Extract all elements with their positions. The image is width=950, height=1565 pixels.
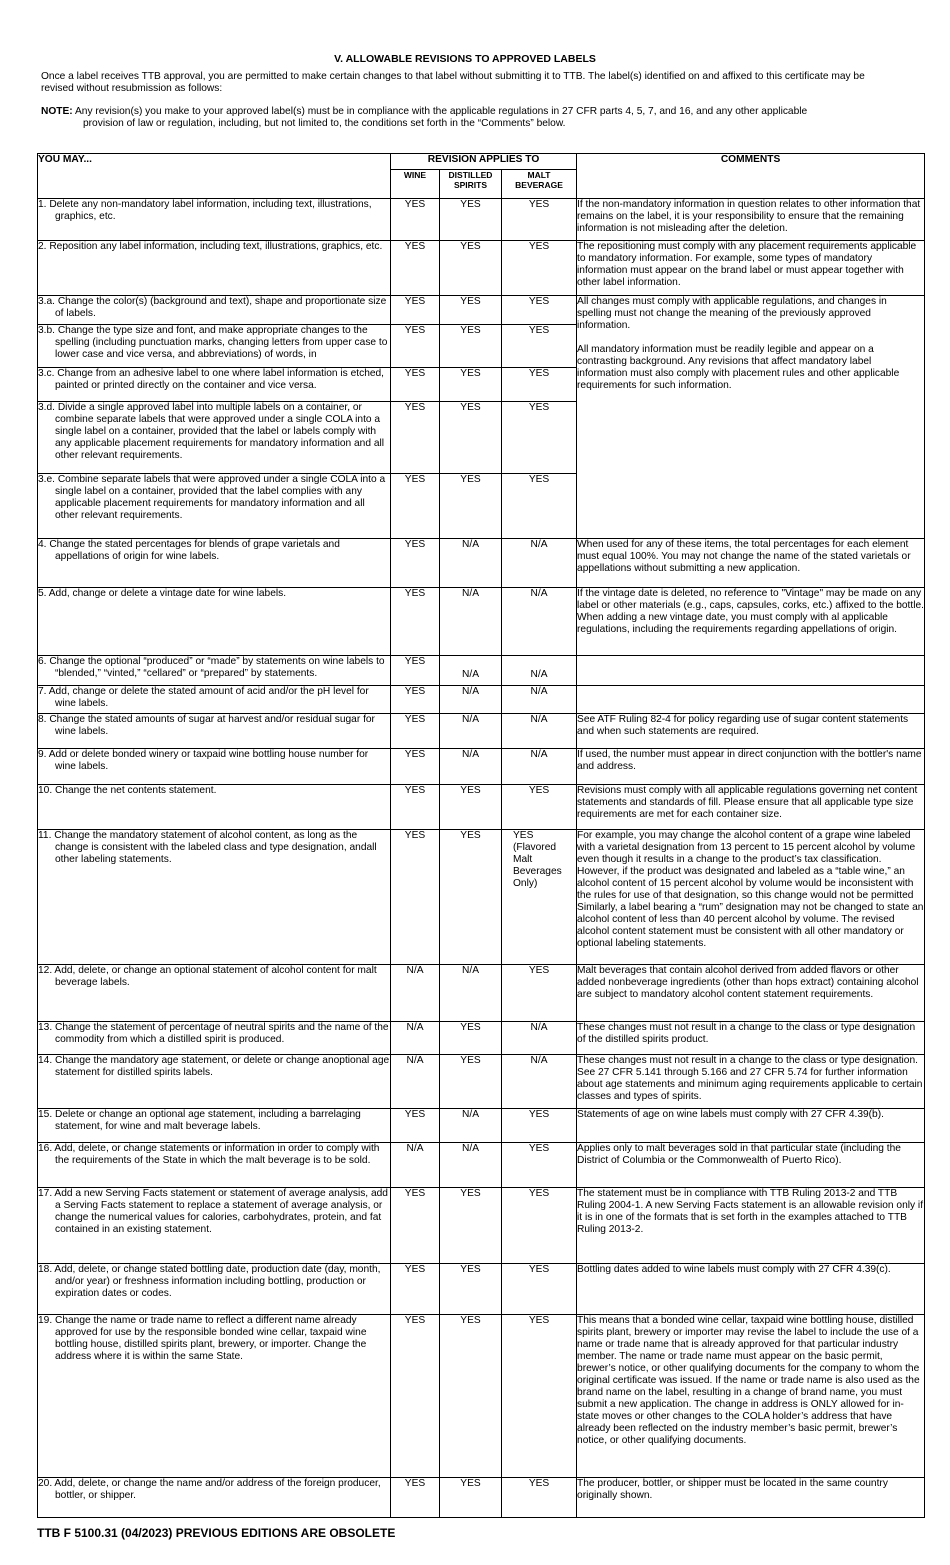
you-may-cell <box>38 1188 391 1264</box>
you-may-text: 3.e. Combine separate labels that were approved under a single COLA into a single label on a container, provided that the label complies with any applicable placement requirements for mandatory information and all other relevant requirements. <box>38 474 386 521</box>
table-row <box>38 965 925 1022</box>
table-row <box>38 1315 925 1478</box>
note-label: NOTE: <box>41 106 73 117</box>
section-title: V. ALLOWABLE REVISIONS TO APPROVED LABELS <box>334 53 596 65</box>
wine-cell: YES <box>391 368 440 402</box>
distilled-spirits-cell: YES <box>440 830 502 965</box>
malt-beverage-cell: YES <box>502 241 577 296</box>
you-may-cell <box>38 785 391 830</box>
table-row <box>38 830 925 965</box>
comment-cell: The producer, bottler, or shipper must be located in the same country originally shown. <box>577 1478 925 1518</box>
distilled-spirits-cell: YES <box>440 1478 502 1518</box>
distilled-spirits-cell: N/A <box>440 539 502 588</box>
wine-cell: YES <box>391 1188 440 1264</box>
table-row <box>38 1022 925 1055</box>
table-row <box>38 199 925 241</box>
wine-cell: YES <box>391 474 440 539</box>
you-may-text: 14. Change the mandatory age statement, or delete or change anoptional age statement for distilled spirits labels. <box>38 1055 390 1078</box>
distilled-spirits-cell: YES <box>440 1188 502 1264</box>
you-may-cell <box>38 296 391 325</box>
wine-cell: YES <box>391 1315 440 1478</box>
malt-beverage-cell: YES <box>502 402 577 474</box>
table-row <box>38 785 925 830</box>
malt-beverage-cell: YES <box>502 1143 577 1188</box>
wine-cell: YES <box>391 296 440 325</box>
comment-cell <box>577 656 925 686</box>
distilled-spirits-cell: YES <box>440 368 502 402</box>
comment-cell <box>577 686 925 714</box>
malt-beverage-cell: YES <box>502 1315 577 1478</box>
distilled-spirits-cell: N/A <box>440 965 502 1022</box>
malt-beverage-cell: YES <box>502 296 577 325</box>
note-paragraph <box>41 106 891 130</box>
header-comments: COMMENTS <box>577 154 925 199</box>
malt-beverage-cell: N/A <box>502 1055 577 1109</box>
malt-beverage-cell: N/A <box>502 588 577 656</box>
comment-paragraph: Similarly, a label bearing a “rum” designation may not be changed to state an alcohol content of less than 40 percent alcohol by volume. The revised alcohol content statement must be consistent with all other mandatory or optional labeling statements. <box>577 902 924 949</box>
wine-cell: YES <box>391 656 440 686</box>
you-may-text: 3.d. Divide a single approved label into multiple labels on a container, or combine separate labels that were approved under a single COLA into a single label on a container, provided that the label or labels comply with any applicable placement requirements for mandatory information and all other relevant requirements. <box>38 402 385 461</box>
you-may-cell <box>38 199 391 241</box>
comment-cell: If the vintage date is deleted, no reference to "Vintage" may be made on any label or other materials (e.g., caps, capsules, corks, etc.) affixed to the bottle. When adding a new vintage date, you must comply with al applicable regulations, including the requirements regarding appellations of origin. <box>577 588 925 656</box>
you-may-cell <box>38 686 391 714</box>
malt-beverage-cell: N/A <box>502 539 577 588</box>
malt-beverage-cell: YES <box>502 325 577 368</box>
malt-beverage-cell: N/A <box>502 1022 577 1055</box>
distilled-spirits-cell: N/A <box>440 656 502 686</box>
table-row <box>38 588 925 656</box>
distilled-spirits-cell: YES <box>440 1315 502 1478</box>
distilled-spirits-cell: YES <box>440 474 502 539</box>
you-may-cell <box>38 1143 391 1188</box>
you-may-cell <box>38 402 391 474</box>
you-may-text: 1. Delete any non-mandatory label information, including text, illustrations, graphics, etc. <box>38 199 372 222</box>
table-row <box>38 296 925 325</box>
comment-paragraph: For example, you may change the alcohol content of a grape wine labeled with a varietal designation from 13 percent to 15 percent alcohol by volume even though it results in a change to the product’s tax classification. However, if the product was designated and labeled as a “table wine,” an alcohol content of 15 percent alcohol by volume would be inconsistent with the rules for use of that designation, so this change would not be permitted <box>577 830 916 901</box>
comment-cell: These changes must not result in a change to the class or type designation. See 27 CFR 5.141 through 5.166 and 27 CFR 5.74 for further information about age statements and minimum aging requirements applicable to certain classes and types of spirits. <box>577 1055 925 1109</box>
distilled-spirits-cell: N/A <box>440 1143 502 1188</box>
you-may-cell <box>38 714 391 749</box>
comment-cell: See ATF Ruling 82-4 for policy regarding use of sugar content statements and when such statements are required. <box>577 714 925 749</box>
you-may-text: 3.c. Change from an adhesive label to one where label information is etched, painted or printed directly on the container and vice versa. <box>38 368 385 391</box>
wine-cell: YES <box>391 588 440 656</box>
you-may-cell <box>38 368 391 402</box>
comment-cell: The statement must be in compliance with TTB Ruling 2013-2 and TTB Ruling 2004-1. A new Serving Facts statement is an allowable revision only if it is in one of the formats that is set forth in the examples attached to TTB Ruling 2013-2. <box>577 1188 925 1264</box>
malt-beverage-cell: N/A <box>502 749 577 785</box>
wine-cell: YES <box>391 1109 440 1143</box>
wine-cell: YES <box>391 749 440 785</box>
wine-cell: YES <box>391 199 440 241</box>
header-malt-beverage <box>502 170 577 199</box>
distilled-spirits-cell: N/A <box>440 686 502 714</box>
comment-cell <box>577 296 925 539</box>
table-row <box>38 686 925 714</box>
distilled-spirits-cell: N/A <box>440 1109 502 1143</box>
malt-beverage-cell: YES <box>502 1478 577 1518</box>
you-may-text: 3.a. Change the color(s) (background and text), shape and proportionate size of labels. <box>38 296 387 319</box>
wine-cell: YES <box>391 325 440 368</box>
you-may-cell <box>38 1315 391 1478</box>
table-row <box>38 1264 925 1315</box>
comment-cell <box>577 830 925 965</box>
malt-beverage-cell: YES (Flavored Malt Beverages Only) <box>502 830 577 965</box>
distilled-spirits-cell: YES <box>440 241 502 296</box>
header-revision-applies-to: REVISION APPLIES TO <box>391 154 577 170</box>
you-may-cell <box>38 1055 391 1109</box>
table-row <box>38 656 925 686</box>
you-may-text: 11. Change the mandatory statement of alcohol content, as long as the change is consistent with the labeled class and type designation, andall other labeling statements. <box>38 830 377 865</box>
note-text-line2: provision of law or regulation, including, but not limited to, the conditions set forth in the “Comments” below. <box>83 118 566 129</box>
malt-beverage-cell: YES <box>502 785 577 830</box>
table-row <box>38 714 925 749</box>
header-wine: WINE <box>391 170 440 199</box>
wine-cell: YES <box>391 539 440 588</box>
table-row <box>38 1109 925 1143</box>
you-may-text: 5. Add, change or delete a vintage date for wine labels. <box>38 588 287 599</box>
you-may-text: 6. Change the optional “produced” or “made” by statements on wine labels to “blended,” “vinted,” “cellared” or “prepared” by statements. <box>38 656 385 679</box>
you-may-text: 12. Add, delete, or change an optional statement of alcohol content for malt beverage labels. <box>38 965 377 988</box>
intro-paragraph: Once a label receives TTB approval, you are permitted to make certain changes to that label without submitting it to TTB. The label(s) identified on and affixed to this certificate may be revised without resubmission as follows: <box>41 71 865 94</box>
comment-cell: Bottling dates added to wine labels must comply with 27 CFR 4.39(c). <box>577 1264 925 1315</box>
you-may-text: 7. Add, change or delete the stated amount of acid and/or the pH level for wine labels. <box>38 686 369 709</box>
table-row <box>38 1143 925 1188</box>
comment-cell: This means that a bonded wine cellar, taxpaid wine bottling house, distilled spirits plant, brewery or importer may revise the label to include the use of a name or trade name that is already approved for that particular industry member. The name or trade name must appear on the basic permit, brewer’s notice, or other qualifying documents for the company to whom the original certificate was issued. If the name or trade name is also used as the brand name on the label, resulting in a change of brand name, you must submit a new application. The change in address is ONLY allowed for in-state moves or other changes to the COLA holder’s address that have already been reflected on the industry member’s basic permit, brewer’s notice, or other qualifying documents. <box>577 1315 925 1478</box>
malt-beverage-cell: N/A <box>502 714 577 749</box>
you-may-cell <box>38 474 391 539</box>
you-may-cell <box>38 749 391 785</box>
you-may-text: 2. Reposition any label information, including text, illustrations, graphics, etc. <box>38 241 383 252</box>
you-may-text: 13. Change the statement of percentage of neutral spirits and the name of the commodity from which a distilled spirit is produced. <box>38 1022 389 1045</box>
you-may-text: 16. Add, delete, or change statements or information in order to comply with the requirements of the State in which the malt beverage is to be sold. <box>38 1143 380 1166</box>
you-may-cell <box>38 1109 391 1143</box>
comment-cell: Revisions must comply with all applicable regulations governing net content statements and standards of fill. Please ensure that all applicable type size requirements are met for each container size. <box>577 785 925 830</box>
distilled-spirits-cell: YES <box>440 1055 502 1109</box>
wine-cell: YES <box>391 241 440 296</box>
wine-cell: N/A <box>391 965 440 1022</box>
comment-cell: Applies only to malt beverages sold in that particular state (including the District of Columbia or the Commonwealth of Puerto Rico). <box>577 1143 925 1188</box>
distilled-spirits-cell: YES <box>440 785 502 830</box>
wine-cell: N/A <box>391 1022 440 1055</box>
you-may-cell <box>38 656 391 686</box>
form-footer: TTB F 5100.31 (04/2023) PREVIOUS EDITIONS ARE OBSOLETE <box>37 1526 396 1540</box>
wine-cell: YES <box>391 1264 440 1315</box>
distilled-spirits-cell: YES <box>440 402 502 474</box>
comment-cell: Statements of age on wine labels must comply with 27 CFR 4.39(b). <box>577 1109 925 1143</box>
table-row <box>38 749 925 785</box>
table-row <box>38 1478 925 1518</box>
wine-cell: N/A <box>391 1143 440 1188</box>
wine-cell: YES <box>391 686 440 714</box>
malt-beverage-cell: YES <box>502 965 577 1022</box>
distilled-spirits-cell: YES <box>440 1022 502 1055</box>
distilled-spirits-cell: YES <box>440 1264 502 1315</box>
you-may-text: 8. Change the stated amounts of sugar at harvest and/or residual sugar for wine labels. <box>38 714 375 737</box>
comment-cell: If the non-mandatory information in question relates to other information that remains on the label, it is your responsibility to ensure that the remaining information is not misleading after the deletion. <box>577 199 925 241</box>
you-may-cell <box>38 588 391 656</box>
distilled-spirits-cell: N/A <box>440 588 502 656</box>
header-ds-line1: DISTILLED <box>448 170 493 180</box>
distilled-spirits-cell: YES <box>440 199 502 241</box>
note-text-line1: Any revision(s) you make to your approved label(s) must be in compliance with the applicable regulations in 27 CFR parts 4, 5, 7, and 16, and any other applicable <box>74 106 808 117</box>
header-you-may: YOU MAY... <box>38 154 391 199</box>
you-may-cell <box>38 1264 391 1315</box>
table-row <box>38 1055 925 1109</box>
comment-cell: The repositioning must comply with any placement requirements applicable to mandatory information. For example, some types of mandatory information must appear on the brand label or must appear together with other label information. <box>577 241 925 296</box>
malt-beverage-cell: YES <box>502 199 577 241</box>
header-mb-line2: BEVERAGE <box>515 180 563 190</box>
distilled-spirits-cell: N/A <box>440 714 502 749</box>
comment-paragraph: All changes must comply with applicable regulations, and changes in spelling must not change the meaning of the previously approved information. <box>577 296 887 331</box>
table-row <box>38 1188 925 1264</box>
malt-beverage-cell: YES <box>502 1188 577 1264</box>
distilled-spirits-cell: YES <box>440 325 502 368</box>
you-may-text: 20. Add, delete, or change the name and/or address of the foreign producer, bottler, or shipper. <box>38 1478 381 1501</box>
table-row <box>38 241 925 296</box>
you-may-text: 3.b. Change the type size and font, and make appropriate changes to the spelling (including punctuation marks, changing letters from upper case to lower case and vice versa, and abbreviations) of words, in <box>38 325 388 360</box>
malt-beverage-cell: YES <box>502 474 577 539</box>
distilled-spirits-cell: N/A <box>440 749 502 785</box>
you-may-text: 19. Change the name or trade name to reflect a different name already approved for use by the responsible bonded wine cellar, taxpaid wine bottling house, distilled spirits plant, brewery, or importer. Change the address where it is within the same State. <box>38 1315 367 1362</box>
wine-cell: YES <box>391 402 440 474</box>
header-distilled-spirits <box>440 170 502 199</box>
you-may-text: 10. Change the net contents statement. <box>38 785 217 796</box>
distilled-spirits-cell: YES <box>440 296 502 325</box>
you-may-text: 15. Delete or change an optional age statement, including a barrelaging statement, for wine and malt beverage labels. <box>38 1109 361 1132</box>
table-row <box>38 539 925 588</box>
you-may-cell <box>38 830 391 965</box>
wine-cell: YES <box>391 1478 440 1518</box>
you-may-text: 4. Change the stated percentages for blends of grape varietals and appellations of origin for wine labels. <box>38 539 340 562</box>
revisions-table <box>37 153 925 1518</box>
wine-cell: YES <box>391 714 440 749</box>
comment-paragraph: All mandatory information must be readily legible and appear on a contrasting background. Any revisions that affect mandatory label information must also comply with placement rules and other applicable requirements for such information. <box>577 344 900 391</box>
comment-cell: If used, the number must appear in direct conjunction with the bottler's name and address. <box>577 749 925 785</box>
comment-cell: When used for any of these items, the total percentages for each element must equal 100%. You may not change the name of the stated varietals or appellations without submitting a new application. <box>577 539 925 588</box>
comment-cell: Malt beverages that contain alcohol derived from added flavors or other added nonbeverage ingredients (other than hops extract) containing alcohol are subject to mandatory alcohol content statement requirements. <box>577 965 925 1022</box>
you-may-cell <box>38 1022 391 1055</box>
malt-beverage-cell: YES <box>502 368 577 402</box>
you-may-text: 9. Add or delete bonded winery or taxpaid wine bottling house number for wine labels. <box>38 749 369 772</box>
you-may-text: 17. Add a new Serving Facts statement or statement of average analysis, add a Serving Facts statement to replace a statement of average analysis, or change the numerical values for calories, carbohydrates, protein, and fat contained in an existing statement. <box>38 1188 388 1235</box>
you-may-cell <box>38 325 391 368</box>
header-ds-line2: SPIRITS <box>453 180 488 190</box>
you-may-cell <box>38 965 391 1022</box>
you-may-cell <box>38 1478 391 1518</box>
wine-cell: N/A <box>391 1055 440 1109</box>
you-may-cell <box>38 241 391 296</box>
header-mb-line1: MALT <box>527 170 551 180</box>
malt-beverage-cell: YES <box>502 1264 577 1315</box>
you-may-cell <box>38 539 391 588</box>
you-may-text: 18. Add, delete, or change stated bottling date, production date (day, month, and/or year) or freshness information including bottling, production or expiration dates or codes. <box>38 1264 381 1299</box>
malt-beverage-cell: N/A <box>502 686 577 714</box>
comment-cell: These changes must not result in a change to the class or type designation of the distilled spirits product. <box>577 1022 925 1055</box>
wine-cell: YES <box>391 830 440 965</box>
wine-cell: YES <box>391 785 440 830</box>
malt-beverage-cell: N/A <box>502 656 577 686</box>
malt-beverage-cell: YES <box>502 1109 577 1143</box>
